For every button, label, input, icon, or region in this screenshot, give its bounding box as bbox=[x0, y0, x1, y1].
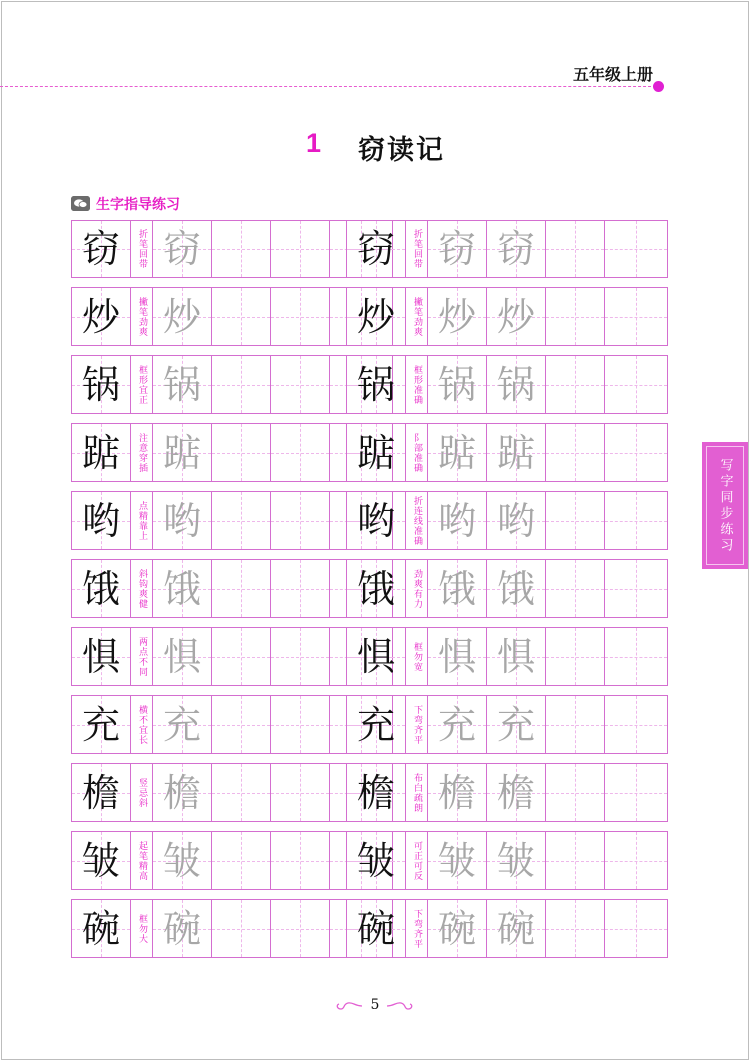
trace-cell[interactable] bbox=[428, 221, 487, 277]
trace-cell[interactable] bbox=[153, 424, 212, 481]
blank-practice-cell[interactable] bbox=[271, 696, 330, 753]
trace-cell[interactable] bbox=[428, 696, 487, 753]
trace-character: 惧 bbox=[496, 634, 535, 679]
blank-practice-cell[interactable] bbox=[546, 764, 605, 821]
blank-practice-cell[interactable] bbox=[271, 288, 330, 345]
trace-cell[interactable] bbox=[153, 764, 212, 821]
trace-cell[interactable] bbox=[428, 628, 487, 685]
writing-tip-text: 注意穿插 bbox=[137, 432, 147, 473]
writing-tip bbox=[406, 764, 428, 821]
practice-row bbox=[71, 899, 393, 958]
blank-practice-cell[interactable] bbox=[212, 696, 271, 753]
blank-practice-cell[interactable] bbox=[271, 221, 330, 277]
blank-practice-cell[interactable] bbox=[271, 832, 330, 889]
trace-character: 檐 bbox=[162, 770, 201, 815]
blank-practice-cell[interactable] bbox=[546, 424, 605, 481]
blank-practice-cell[interactable] bbox=[546, 221, 605, 277]
model-character: 檐 bbox=[356, 770, 395, 815]
practice-row bbox=[346, 559, 668, 618]
left-practice-column bbox=[71, 220, 393, 967]
writing-tip-text: 横不宜长 bbox=[137, 704, 147, 745]
writing-tip-text: 斜钩爽健 bbox=[137, 568, 147, 609]
model-character: 碗 bbox=[356, 906, 395, 951]
writing-tip bbox=[406, 424, 428, 481]
blank-practice-cell[interactable] bbox=[212, 900, 271, 957]
trace-cell[interactable] bbox=[487, 492, 546, 549]
trace-character: 充 bbox=[162, 702, 201, 747]
trace-cell[interactable] bbox=[153, 696, 212, 753]
trace-character: 窃 bbox=[162, 227, 201, 271]
speech-bubble-icon-glyph bbox=[71, 196, 90, 211]
writing-tip bbox=[406, 221, 428, 277]
trace-character: 皱 bbox=[437, 838, 476, 883]
trace-cell[interactable] bbox=[153, 221, 212, 277]
writing-tip-text: 两点不同 bbox=[137, 636, 147, 677]
trace-character: 哟 bbox=[496, 498, 535, 543]
model-cell bbox=[347, 424, 406, 481]
header-divider bbox=[0, 86, 656, 87]
trace-cell[interactable] bbox=[153, 492, 212, 549]
blank-practice-cell[interactable] bbox=[212, 764, 271, 821]
trace-cell[interactable] bbox=[487, 560, 546, 617]
trace-cell[interactable] bbox=[487, 832, 546, 889]
model-character: 饿 bbox=[81, 566, 120, 611]
blank-practice-cell[interactable] bbox=[546, 900, 605, 957]
blank-practice-cell[interactable] bbox=[212, 424, 271, 481]
blank-practice-cell[interactable] bbox=[546, 696, 605, 753]
trace-cell[interactable] bbox=[428, 764, 487, 821]
trace-cell[interactable] bbox=[153, 560, 212, 617]
writing-tip-text: 折连线准确 bbox=[412, 495, 422, 546]
trace-character: 碗 bbox=[162, 906, 201, 951]
blank-practice-cell[interactable] bbox=[271, 764, 330, 821]
writing-tip bbox=[406, 628, 428, 685]
blank-practice-cell[interactable] bbox=[271, 560, 330, 617]
model-cell bbox=[72, 628, 131, 685]
writing-tip-text: 框形宜正 bbox=[137, 364, 147, 405]
practice-row bbox=[346, 899, 668, 958]
model-cell bbox=[72, 764, 131, 821]
trace-character: 皱 bbox=[162, 838, 201, 883]
model-character: 炒 bbox=[81, 294, 120, 339]
writing-tip bbox=[406, 492, 428, 549]
blank-practice-cell[interactable] bbox=[212, 832, 271, 889]
practice-row bbox=[71, 559, 393, 618]
trace-character: 饿 bbox=[496, 566, 535, 611]
writing-tip bbox=[131, 424, 153, 481]
practice-row bbox=[346, 627, 668, 686]
writing-tip-text: 框勿大 bbox=[137, 913, 147, 944]
practice-row bbox=[346, 763, 668, 822]
practice-row bbox=[71, 831, 393, 890]
trace-cell[interactable] bbox=[153, 356, 212, 413]
writing-tip bbox=[131, 288, 153, 345]
blank-practice-cell[interactable] bbox=[546, 356, 605, 413]
blank-practice-cell[interactable] bbox=[546, 492, 605, 549]
trace-cell[interactable] bbox=[487, 628, 546, 685]
trace-cell[interactable] bbox=[428, 832, 487, 889]
writing-tip-text: 阝部准确 bbox=[412, 432, 422, 473]
model-cell bbox=[72, 832, 131, 889]
blank-practice-cell[interactable] bbox=[546, 832, 605, 889]
trace-character: 炒 bbox=[496, 294, 535, 339]
practice-row bbox=[346, 355, 668, 414]
blank-practice-cell[interactable] bbox=[546, 628, 605, 685]
practice-row bbox=[71, 287, 393, 346]
model-cell bbox=[72, 356, 131, 413]
trace-character: 饿 bbox=[162, 566, 201, 611]
blank-practice-cell[interactable] bbox=[212, 288, 271, 345]
model-cell bbox=[347, 356, 406, 413]
writing-tip-text: 下弯齐平 bbox=[412, 704, 422, 745]
model-cell bbox=[72, 560, 131, 617]
trace-cell[interactable] bbox=[428, 560, 487, 617]
practice-row bbox=[346, 695, 668, 754]
model-character: 哟 bbox=[356, 498, 395, 543]
writing-tip bbox=[406, 832, 428, 889]
model-character: 饿 bbox=[356, 566, 395, 611]
writing-tip bbox=[131, 560, 153, 617]
blank-practice-cell[interactable] bbox=[212, 221, 271, 277]
blank-practice-cell[interactable] bbox=[605, 560, 667, 617]
grade-label: 五年级上册 bbox=[572, 65, 653, 84]
trace-cell[interactable] bbox=[428, 288, 487, 345]
lesson-number: 1 bbox=[306, 128, 322, 158]
practice-row bbox=[346, 831, 668, 890]
writing-tip-text: 框形准确 bbox=[412, 364, 422, 405]
trace-cell[interactable] bbox=[428, 492, 487, 549]
blank-practice-cell[interactable] bbox=[605, 221, 667, 277]
practice-row bbox=[71, 695, 393, 754]
trace-character: 踮 bbox=[496, 430, 535, 475]
blank-practice-cell[interactable] bbox=[271, 492, 330, 549]
right-practice-column bbox=[346, 220, 668, 967]
trace-cell[interactable] bbox=[153, 900, 212, 957]
trace-character: 锅 bbox=[437, 362, 476, 407]
model-character: 窃 bbox=[356, 227, 395, 271]
model-character: 充 bbox=[356, 702, 395, 747]
model-cell bbox=[347, 492, 406, 549]
writing-tip-text: 布白疏朗 bbox=[412, 772, 422, 813]
writing-tip-text: 撇笔劲爽 bbox=[137, 296, 147, 337]
trace-character: 锅 bbox=[162, 362, 201, 407]
model-cell bbox=[72, 900, 131, 957]
blank-practice-cell[interactable] bbox=[271, 356, 330, 413]
section-label: 生字指导练习 bbox=[96, 197, 180, 213]
blank-practice-cell[interactable] bbox=[605, 492, 667, 549]
model-character: 惧 bbox=[81, 634, 120, 679]
model-cell bbox=[347, 696, 406, 753]
trace-cell[interactable] bbox=[487, 288, 546, 345]
trace-cell[interactable] bbox=[487, 424, 546, 481]
trace-character: 檐 bbox=[437, 770, 476, 815]
blank-practice-cell[interactable] bbox=[271, 628, 330, 685]
writing-tip bbox=[406, 560, 428, 617]
trace-character: 皱 bbox=[496, 838, 535, 883]
right-swirl-ornament bbox=[386, 1001, 416, 1011]
writing-tip-text: 起笔精高 bbox=[137, 840, 147, 881]
writing-tip bbox=[406, 900, 428, 957]
practice-row bbox=[346, 220, 668, 278]
writing-tip bbox=[131, 221, 153, 277]
trace-character: 窃 bbox=[496, 227, 535, 271]
trace-cell[interactable] bbox=[428, 356, 487, 413]
model-character: 檐 bbox=[81, 770, 120, 815]
writing-tip-text: 可正可反 bbox=[412, 840, 422, 881]
model-cell bbox=[72, 221, 131, 277]
trace-cell[interactable] bbox=[487, 764, 546, 821]
model-character: 充 bbox=[81, 702, 120, 747]
practice-row bbox=[71, 220, 393, 278]
writing-tip bbox=[131, 356, 153, 413]
trace-character: 充 bbox=[437, 702, 476, 747]
trace-character: 惧 bbox=[437, 634, 476, 679]
writing-tip bbox=[131, 764, 153, 821]
blank-practice-cell[interactable] bbox=[605, 832, 667, 889]
model-cell bbox=[347, 900, 406, 957]
blank-practice-cell[interactable] bbox=[212, 356, 271, 413]
trace-character: 锅 bbox=[496, 362, 535, 407]
trace-cell[interactable] bbox=[153, 628, 212, 685]
trace-character: 窃 bbox=[437, 227, 476, 271]
trace-cell[interactable] bbox=[487, 356, 546, 413]
trace-cell[interactable] bbox=[153, 288, 212, 345]
model-cell bbox=[347, 560, 406, 617]
blank-practice-cell[interactable] bbox=[605, 288, 667, 345]
writing-tip bbox=[131, 696, 153, 753]
trace-character: 惧 bbox=[162, 634, 201, 679]
writing-tip bbox=[131, 492, 153, 549]
practice-row bbox=[71, 423, 393, 482]
model-cell bbox=[347, 221, 406, 277]
writing-tip-text: 点精靠上 bbox=[137, 500, 147, 541]
blank-practice-cell[interactable] bbox=[212, 560, 271, 617]
practice-row bbox=[71, 763, 393, 822]
model-character: 皱 bbox=[356, 838, 395, 883]
writing-tip bbox=[406, 696, 428, 753]
blank-practice-cell[interactable] bbox=[271, 900, 330, 957]
trace-character: 哟 bbox=[437, 498, 476, 543]
model-character: 踮 bbox=[81, 430, 120, 475]
writing-tip bbox=[131, 628, 153, 685]
blank-practice-cell[interactable] bbox=[605, 424, 667, 481]
model-character: 踮 bbox=[356, 430, 395, 475]
model-cell bbox=[347, 628, 406, 685]
blank-practice-cell[interactable] bbox=[605, 696, 667, 753]
trace-character: 碗 bbox=[437, 906, 476, 951]
writing-tip-text: 折笔回带 bbox=[412, 229, 422, 269]
trace-character: 哟 bbox=[162, 498, 201, 543]
writing-tip-text: 下弯齐平 bbox=[412, 908, 422, 949]
trace-cell[interactable] bbox=[487, 696, 546, 753]
blank-practice-cell[interactable] bbox=[605, 628, 667, 685]
trace-cell[interactable] bbox=[428, 424, 487, 481]
trace-character: 檐 bbox=[496, 770, 535, 815]
model-cell bbox=[72, 492, 131, 549]
writing-tip-text: 劲爽有力 bbox=[412, 568, 422, 609]
blank-practice-cell[interactable] bbox=[605, 356, 667, 413]
model-character: 皱 bbox=[81, 838, 120, 883]
practice-row bbox=[346, 491, 668, 550]
trace-character: 充 bbox=[496, 702, 535, 747]
header-dot-icon bbox=[653, 81, 664, 92]
writing-tip bbox=[131, 900, 153, 957]
trace-character: 炒 bbox=[437, 294, 476, 339]
practice-row bbox=[71, 491, 393, 550]
speech-bubble-icon bbox=[71, 196, 90, 211]
blank-practice-cell[interactable] bbox=[605, 764, 667, 821]
trace-cell[interactable] bbox=[487, 900, 546, 957]
writing-tip-text: 框勿宽 bbox=[412, 641, 422, 672]
trace-character: 饿 bbox=[437, 566, 476, 611]
model-character: 哟 bbox=[81, 498, 120, 543]
writing-tip bbox=[406, 288, 428, 345]
model-cell bbox=[72, 424, 131, 481]
model-cell bbox=[347, 288, 406, 345]
model-cell bbox=[72, 696, 131, 753]
blank-practice-cell[interactable] bbox=[212, 628, 271, 685]
side-tab-label: 写字同步练习 bbox=[717, 457, 733, 554]
blank-practice-cell[interactable] bbox=[546, 560, 605, 617]
model-character: 锅 bbox=[81, 362, 120, 407]
practice-row bbox=[346, 423, 668, 482]
trace-character: 碗 bbox=[496, 906, 535, 951]
trace-character: 踮 bbox=[162, 430, 201, 475]
trace-cell[interactable] bbox=[428, 900, 487, 957]
model-cell bbox=[72, 288, 131, 345]
model-cell bbox=[347, 764, 406, 821]
writing-tip-text: 折笔回带 bbox=[137, 229, 147, 269]
page-number: 5 bbox=[370, 997, 380, 1013]
model-character: 炒 bbox=[356, 294, 395, 339]
blank-practice-cell[interactable] bbox=[271, 424, 330, 481]
model-character: 碗 bbox=[81, 906, 120, 951]
writing-tip bbox=[131, 832, 153, 889]
lesson-title: 窃读记 bbox=[358, 135, 445, 166]
model-character: 窃 bbox=[81, 227, 120, 271]
trace-character: 踮 bbox=[437, 430, 476, 475]
blank-practice-cell[interactable] bbox=[546, 288, 605, 345]
writing-tip bbox=[406, 356, 428, 413]
trace-cell[interactable] bbox=[153, 832, 212, 889]
practice-row bbox=[71, 355, 393, 414]
side-tab bbox=[702, 442, 748, 569]
trace-character: 炒 bbox=[162, 294, 201, 339]
model-character: 惧 bbox=[356, 634, 395, 679]
writing-tip-text: 竖忌斜 bbox=[137, 777, 147, 808]
practice-row bbox=[71, 627, 393, 686]
writing-tip-text: 撇笔劲爽 bbox=[412, 296, 422, 337]
blank-practice-cell[interactable] bbox=[605, 900, 667, 957]
model-character: 锅 bbox=[356, 362, 395, 407]
blank-practice-cell[interactable] bbox=[212, 492, 271, 549]
model-cell bbox=[347, 832, 406, 889]
practice-row bbox=[346, 287, 668, 346]
trace-cell[interactable] bbox=[487, 221, 546, 277]
